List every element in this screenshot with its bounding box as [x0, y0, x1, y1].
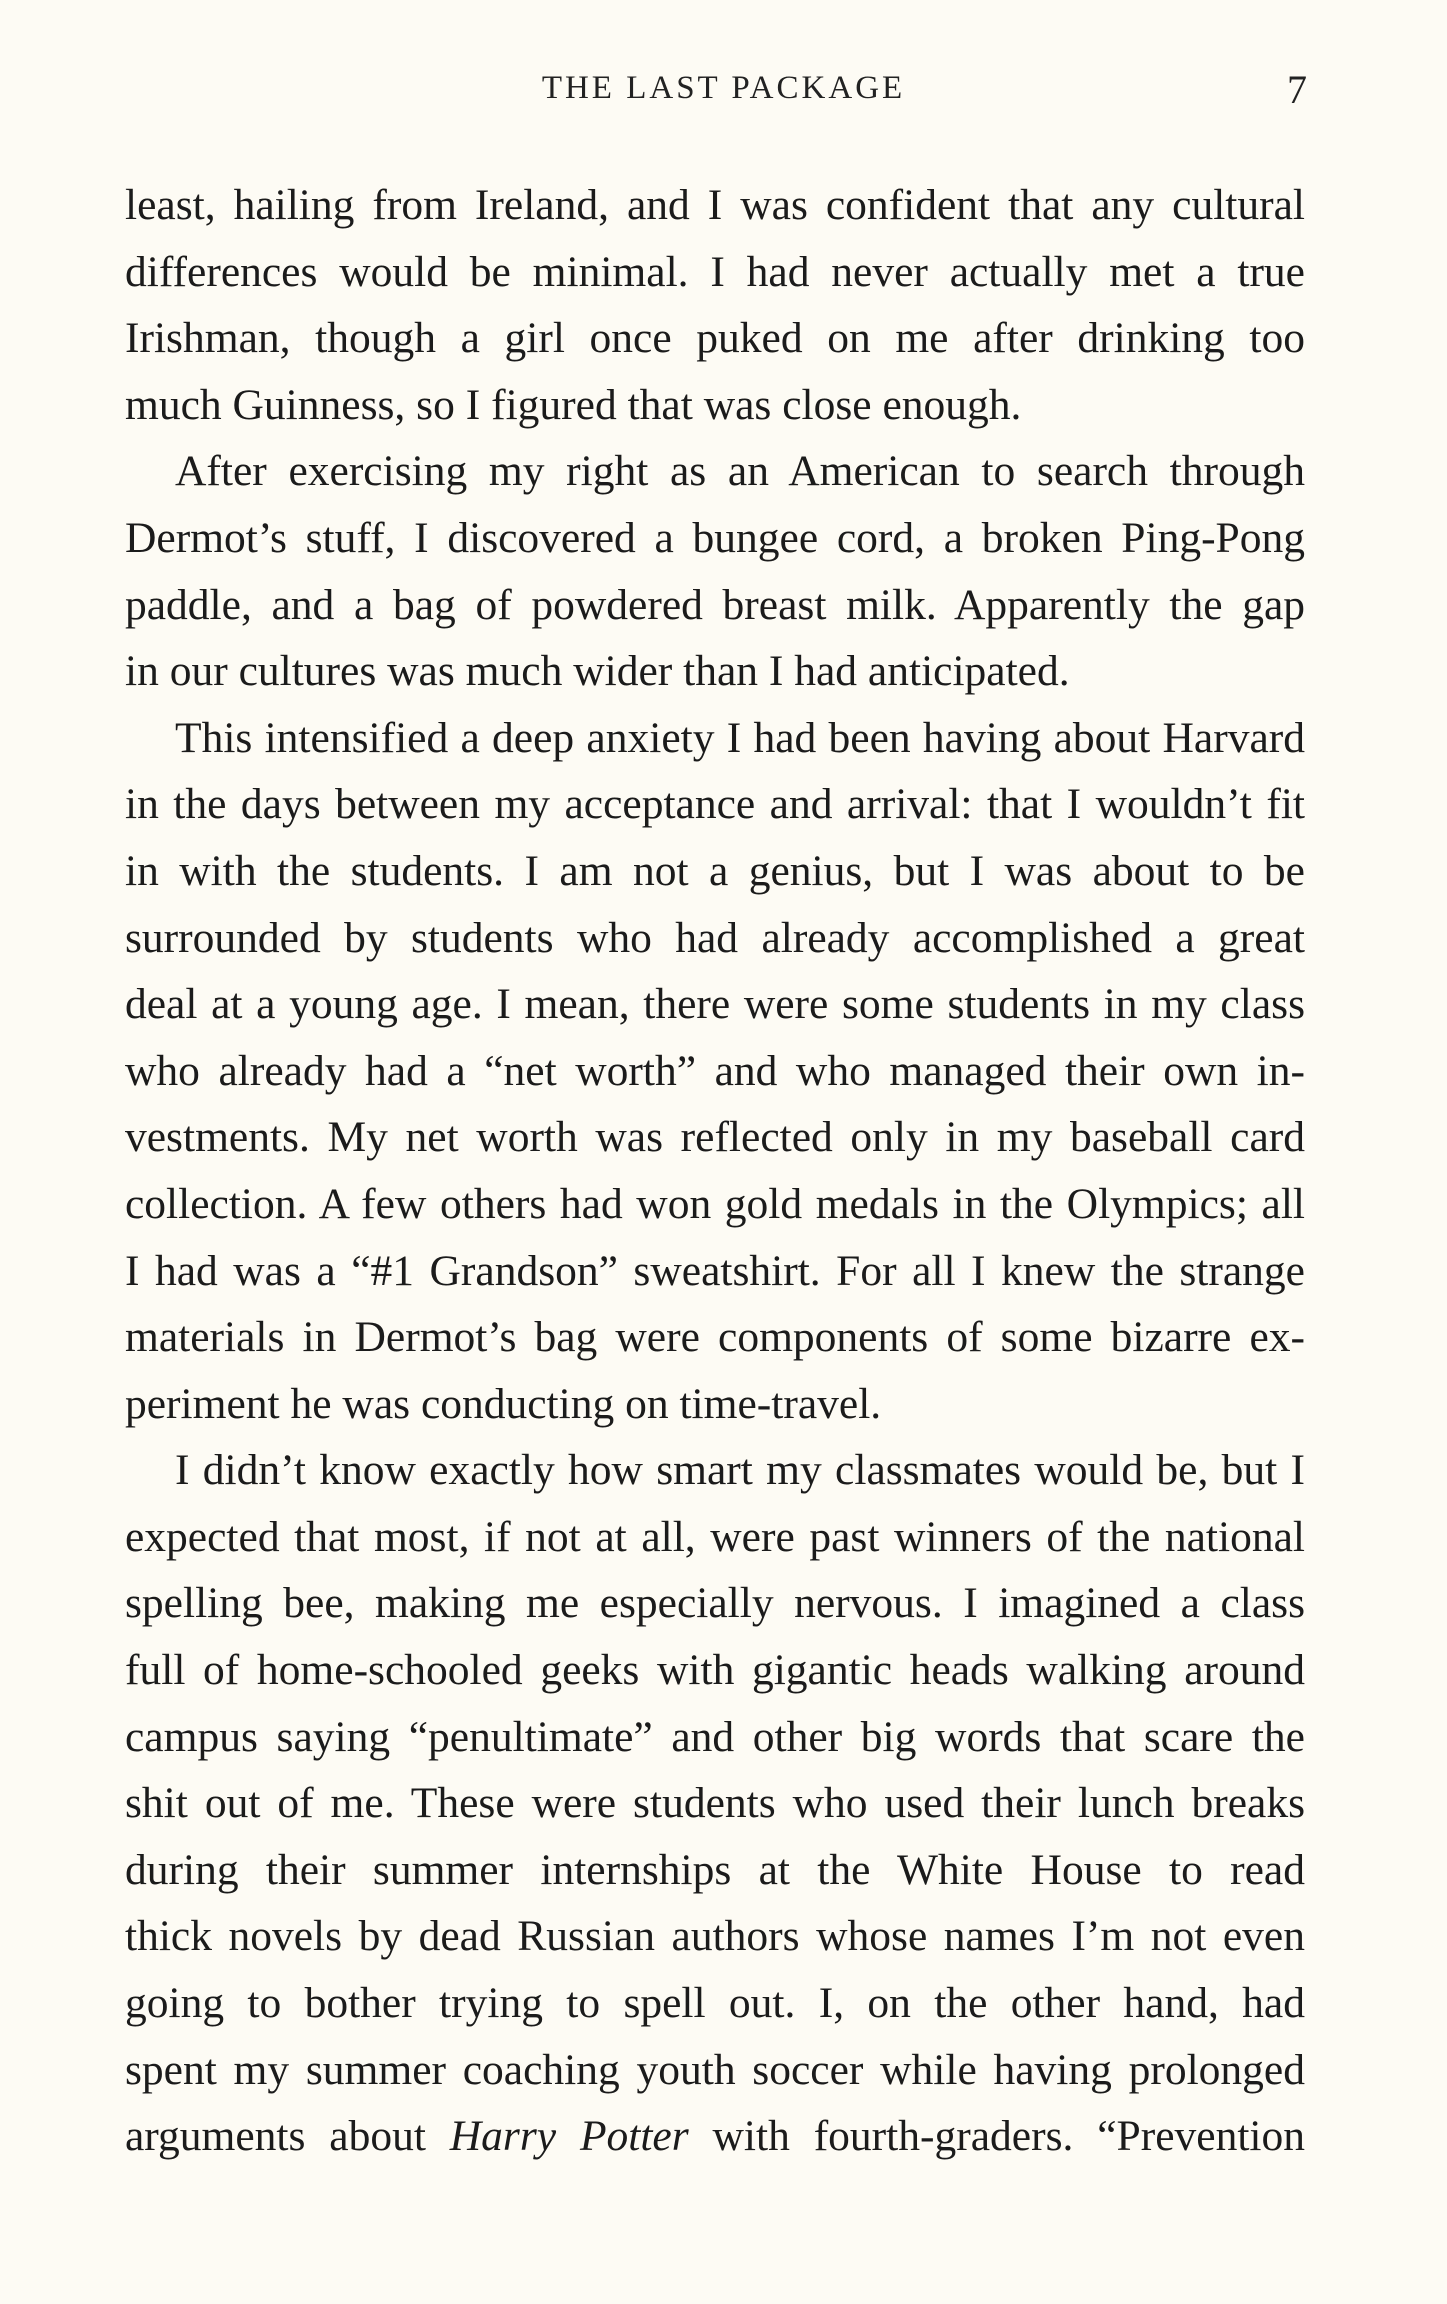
text-line: paddle, and a bag of powdered breast milk. Apparently the gap: [125, 580, 1305, 629]
text-line: in with the students. I am not a genius, but I was about to be: [125, 846, 1305, 895]
text-line: spent my summer coaching youth soccer while having prolonged: [125, 2045, 1305, 2094]
text-line: collection. A few others had won gold medals in the Olympics; all: [125, 1179, 1305, 1228]
running-head: [0, 66, 1447, 116]
paragraph: [125, 438, 1305, 704]
text-line: After exercising my right as an American to search through: [175, 447, 1305, 496]
text-line: shit out of me. These were students who used their lunch breaks: [125, 1779, 1305, 1828]
text-line: I didn’t know exactly how smart my classmates would be, but I: [175, 1446, 1305, 1495]
text-line: least, hailing from Ireland, and I was confident that any cultural: [125, 181, 1305, 229]
text-line: Dermot’s stuff, I discovered a bungee cord, a broken Ping-Pong: [125, 513, 1305, 562]
text-line: campus saying “penultimate” and other big words that scare the: [125, 1712, 1305, 1761]
text-line: vestments. My net worth was reflected only in my baseball card: [125, 1113, 1305, 1162]
text-line: materials in Dermot’s bag were components of some bizarre ex-: [125, 1313, 1305, 1362]
text-line: spelling bee, making me especially nervous. I imagined a class: [125, 1579, 1305, 1628]
text-line-final: [125, 2103, 1305, 2170]
text-line: in the days between my acceptance and arrival: that I wouldn’t fit: [125, 780, 1305, 829]
paragraph: [125, 705, 1305, 1438]
text-line: in our cultures was much wider than I had anticipated.: [125, 647, 1070, 696]
page-number: 7: [1287, 67, 1307, 112]
text-line: I had was a “#1 Grandson” sweatshirt. For all I knew the strange: [125, 1246, 1305, 1295]
paragraph: [125, 1437, 1305, 2170]
text-line: full of home-schooled geeks with gigantic heads walking around: [125, 1646, 1305, 1695]
text-line: periment he was conducting on time-travel.: [125, 1379, 882, 1428]
text-line: during their summer internships at the White House to read: [125, 1845, 1305, 1894]
text-line: surrounded by students who had already accomplished a great: [125, 913, 1305, 962]
paragraph: [125, 172, 1305, 438]
text-line: This intensified a deep anxiety I had been having about Harvard: [175, 713, 1305, 762]
text-line: deal at a young age. I mean, there were some students in my class: [125, 980, 1305, 1029]
text-line: expected that most, if not at all, were past winners of the national: [125, 1512, 1305, 1561]
text-line: going to bother trying to spell out. I, on the other hand, had: [125, 1979, 1305, 2028]
book-title-italic: Harry Potter: [449, 2112, 689, 2161]
text-line: Irishman, though a girl once puked on me after drinking too: [125, 314, 1305, 363]
text-run: with fourth-graders. “Prevention: [688, 2112, 1306, 2161]
body-text: [125, 172, 1305, 2170]
text-run: arguments about: [125, 2112, 450, 2161]
text-line: thick novels by dead Russian authors whose names I’m not even: [125, 1912, 1305, 1961]
text-line: who already had a “net worth” and who managed their own in-: [125, 1046, 1305, 1095]
text-line: differences would be minimal. I had never actually met a true: [125, 247, 1305, 296]
running-head-title: THE LAST PACKAGE: [541, 70, 906, 106]
text-line: much Guinness, so I figured that was close enough.: [125, 380, 1022, 429]
